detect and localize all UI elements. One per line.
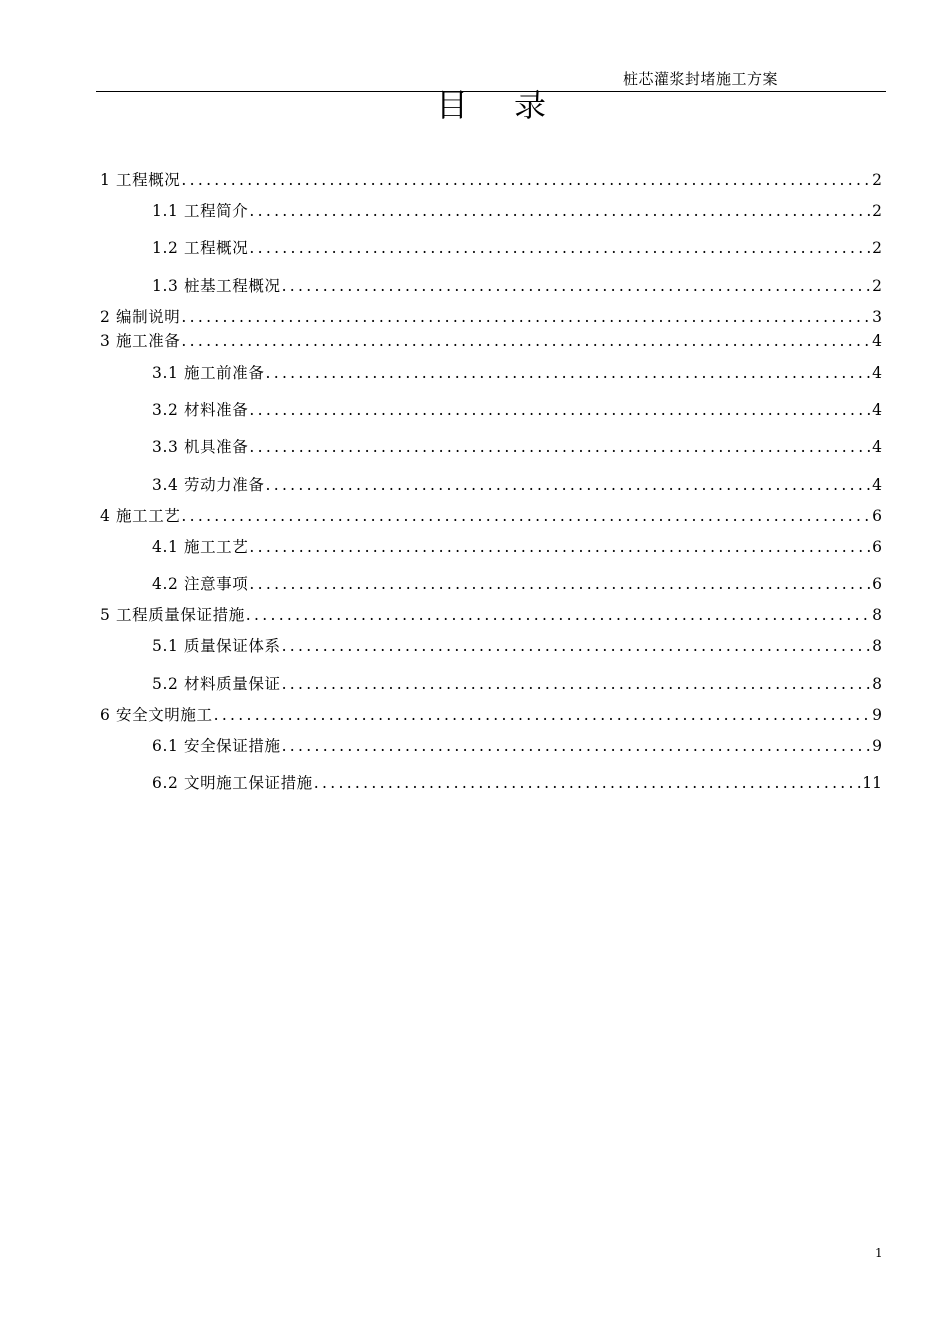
toc-entry-page: 2 [872, 202, 882, 220]
toc-entry[interactable] [100, 605, 882, 625]
toc-entry[interactable] [100, 201, 882, 221]
toc-leader-dots [249, 400, 872, 420]
toc-leader-dots [282, 674, 873, 694]
toc-entry[interactable] [100, 170, 882, 190]
toc-entry-page: 2 [872, 239, 882, 257]
toc-entry[interactable] [100, 307, 882, 327]
toc-entry-page: 9 [872, 737, 882, 755]
toc-entry[interactable] [100, 238, 882, 258]
toc-entry-page: 6 [872, 575, 882, 593]
toc-entry[interactable] [100, 437, 882, 457]
toc-entry-page: 4 [872, 476, 882, 494]
toc-entry[interactable] [100, 736, 882, 756]
toc-entry-label: 1.1 工程简介 [152, 202, 249, 220]
toc-entry-label: 3 施工准备 [100, 332, 181, 350]
toc-entry-label: 4 施工工艺 [100, 507, 181, 525]
toc-entry-label: 5.2 材料质量保证 [152, 675, 281, 693]
toc-leader-dots [181, 307, 872, 327]
toc-title: 目录 [436, 86, 593, 124]
toc-entry-page: 2 [872, 277, 882, 295]
toc-entry-label: 4.1 施工工艺 [152, 538, 249, 556]
toc-entry-page: 4 [872, 401, 882, 419]
toc-entry-label: 2 编制说明 [100, 308, 181, 326]
toc-entry-page: 3 [872, 308, 882, 326]
toc-leader-dots [181, 170, 872, 190]
toc-entry-page: 4 [872, 364, 882, 382]
toc-entry-label: 6.1 安全保证措施 [152, 737, 281, 755]
toc-entry-page: 6 [872, 507, 882, 525]
toc-entry[interactable] [100, 674, 882, 694]
header-document-title: 桩芯灌浆封堵施工方案 [623, 70, 779, 88]
toc-entry-page: 11 [862, 774, 882, 792]
toc-leader-dots [249, 437, 872, 457]
toc-entry-page: 4 [872, 332, 882, 350]
toc-entry-page: 8 [872, 675, 882, 693]
toc-leader-dots [282, 636, 873, 656]
toc-leader-dots [249, 574, 872, 594]
toc-leader-dots [282, 736, 873, 756]
toc-entry[interactable] [100, 276, 882, 296]
toc-leader-dots [314, 773, 862, 793]
toc-entry[interactable] [100, 331, 882, 351]
toc-entry-page: 8 [872, 606, 882, 624]
toc-entry-label: 1.2 工程概况 [152, 239, 249, 257]
toc-leader-dots [181, 506, 872, 526]
toc-entry-label: 5 工程质量保证措施 [100, 606, 245, 624]
toc-entry-page: 2 [872, 171, 882, 189]
toc-entry-label: 1 工程概况 [100, 171, 181, 189]
toc-leader-dots [246, 605, 872, 625]
toc-entry-page: 9 [872, 706, 882, 724]
toc-entry[interactable] [100, 363, 882, 383]
toc-leader-dots [249, 537, 872, 557]
toc-leader-dots [214, 705, 873, 725]
toc-leader-dots [282, 276, 873, 296]
toc-entry[interactable] [100, 705, 882, 725]
toc-entry-label: 5.1 质量保证体系 [152, 637, 281, 655]
toc-entry-label: 3.2 材料准备 [152, 401, 249, 419]
toc-entry-label: 1.3 桩基工程概况 [152, 277, 281, 295]
footer-page-number: 1 [875, 1246, 883, 1260]
toc-entry[interactable] [100, 475, 882, 495]
toc-entry[interactable] [100, 506, 882, 526]
toc-entry-page: 4 [872, 438, 882, 456]
toc-entry[interactable] [100, 773, 882, 793]
toc-entry-page: 6 [872, 538, 882, 556]
toc-leader-dots [265, 475, 872, 495]
toc-entry-label: 4.2 注意事项 [152, 575, 249, 593]
toc-entry-label: 6.2 文明施工保证措施 [152, 774, 313, 792]
toc-entry[interactable] [100, 636, 882, 656]
toc-entry[interactable] [100, 574, 882, 594]
toc-leader-dots [249, 238, 872, 258]
toc-entry-label: 3.1 施工前准备 [152, 364, 265, 382]
toc-entry-page: 8 [872, 637, 882, 655]
toc-entry-label: 6 安全文明施工 [100, 706, 213, 724]
toc-leader-dots [265, 363, 872, 383]
toc-entry[interactable] [100, 537, 882, 557]
toc-entry-label: 3.3 机具准备 [152, 438, 249, 456]
toc-leader-dots [249, 201, 872, 221]
toc-entry[interactable] [100, 400, 882, 420]
toc-entry-label: 3.4 劳动力准备 [152, 476, 265, 494]
toc-leader-dots [181, 331, 872, 351]
